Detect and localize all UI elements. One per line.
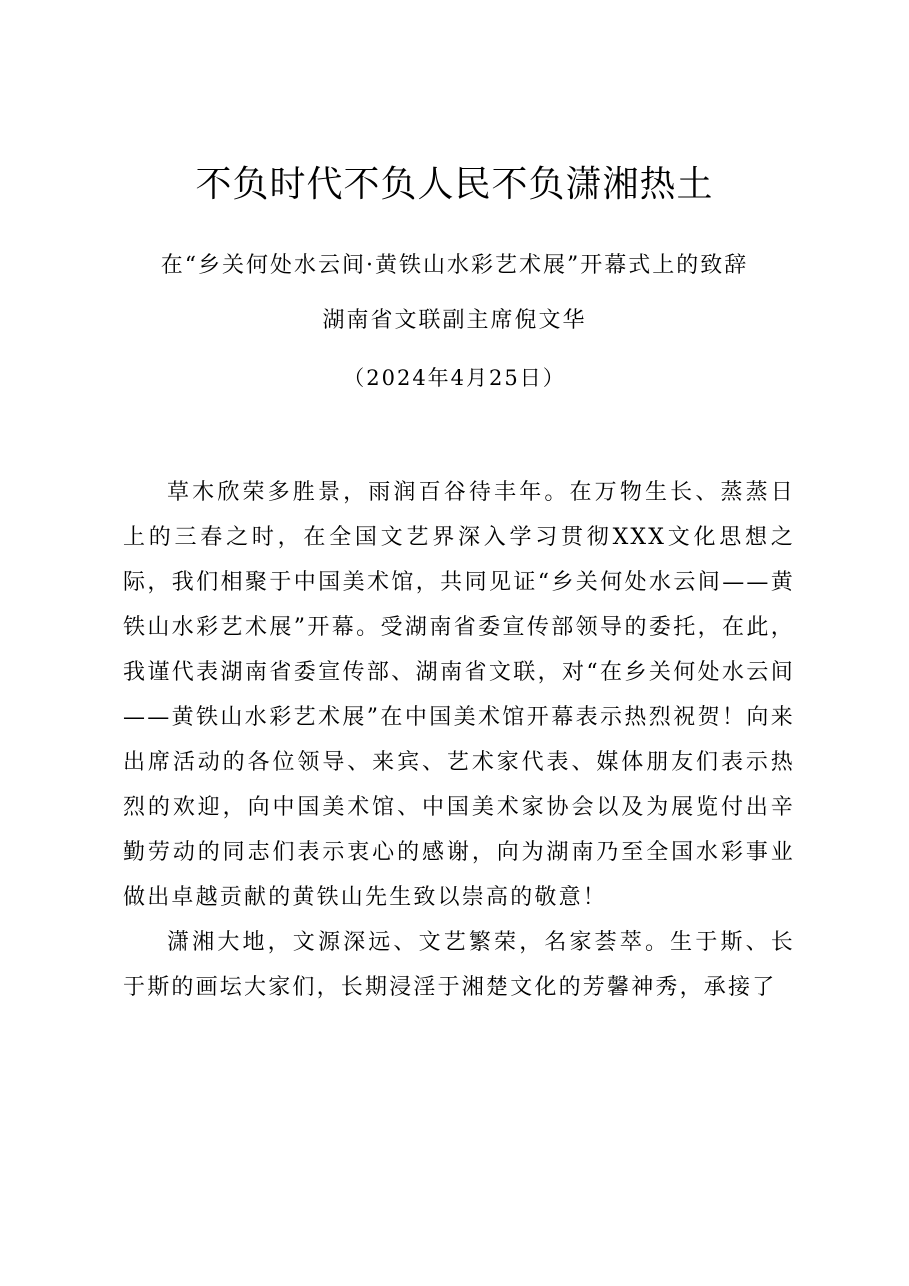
body-paragraph: 潇湘大地，文源深远、文艺繁荣，名家荟萃。生于斯、长于斯的画坛大家们，长期浸淫于湘楚文化的芳馨神秀，承接了 (123, 930, 795, 1000)
document-subtitle: 在“乡关何处水云间·黄铁山水彩艺术展”开幕式上的致辞 (160, 253, 749, 278)
body-paragraph: 草木欣荣多胜景，雨润百谷待丰年。在万物生长、蒸蒸日上的三春之时，在全国文艺界深入学习贯彻XXX文化思想之际，我们相聚于中国美术馆，共同见证“乡关何处水云间——黄铁山水彩艺术展”开幕。受湖南省委宣传部领导的委托，在此，我谨代表湖南省委宣传部、湖南省文联，对“在乡关何处水云间——黄铁山水彩艺术展”在中国美术馆开幕表示热烈祝贺！向来出席活动的各位领导、来宾、艺术家代表、媒体朋友们表示热烈的欢迎，向中国美术馆、中国美术家协会以及为展览付出辛勤劳动的同志们表示衷心的感谢，向为湖南乃至全国水彩事业做出卓越贡献的黄铁山先生致以崇高的敬意！ (123, 480, 795, 910)
document-author: 湖南省文联副主席倪文华 (322, 308, 587, 333)
document-date: （2024年4月25日） (343, 366, 566, 390)
document-title: 不负时代不负人民不负潇湘热土 (195, 164, 714, 205)
document-body (123, 470, 795, 1010)
